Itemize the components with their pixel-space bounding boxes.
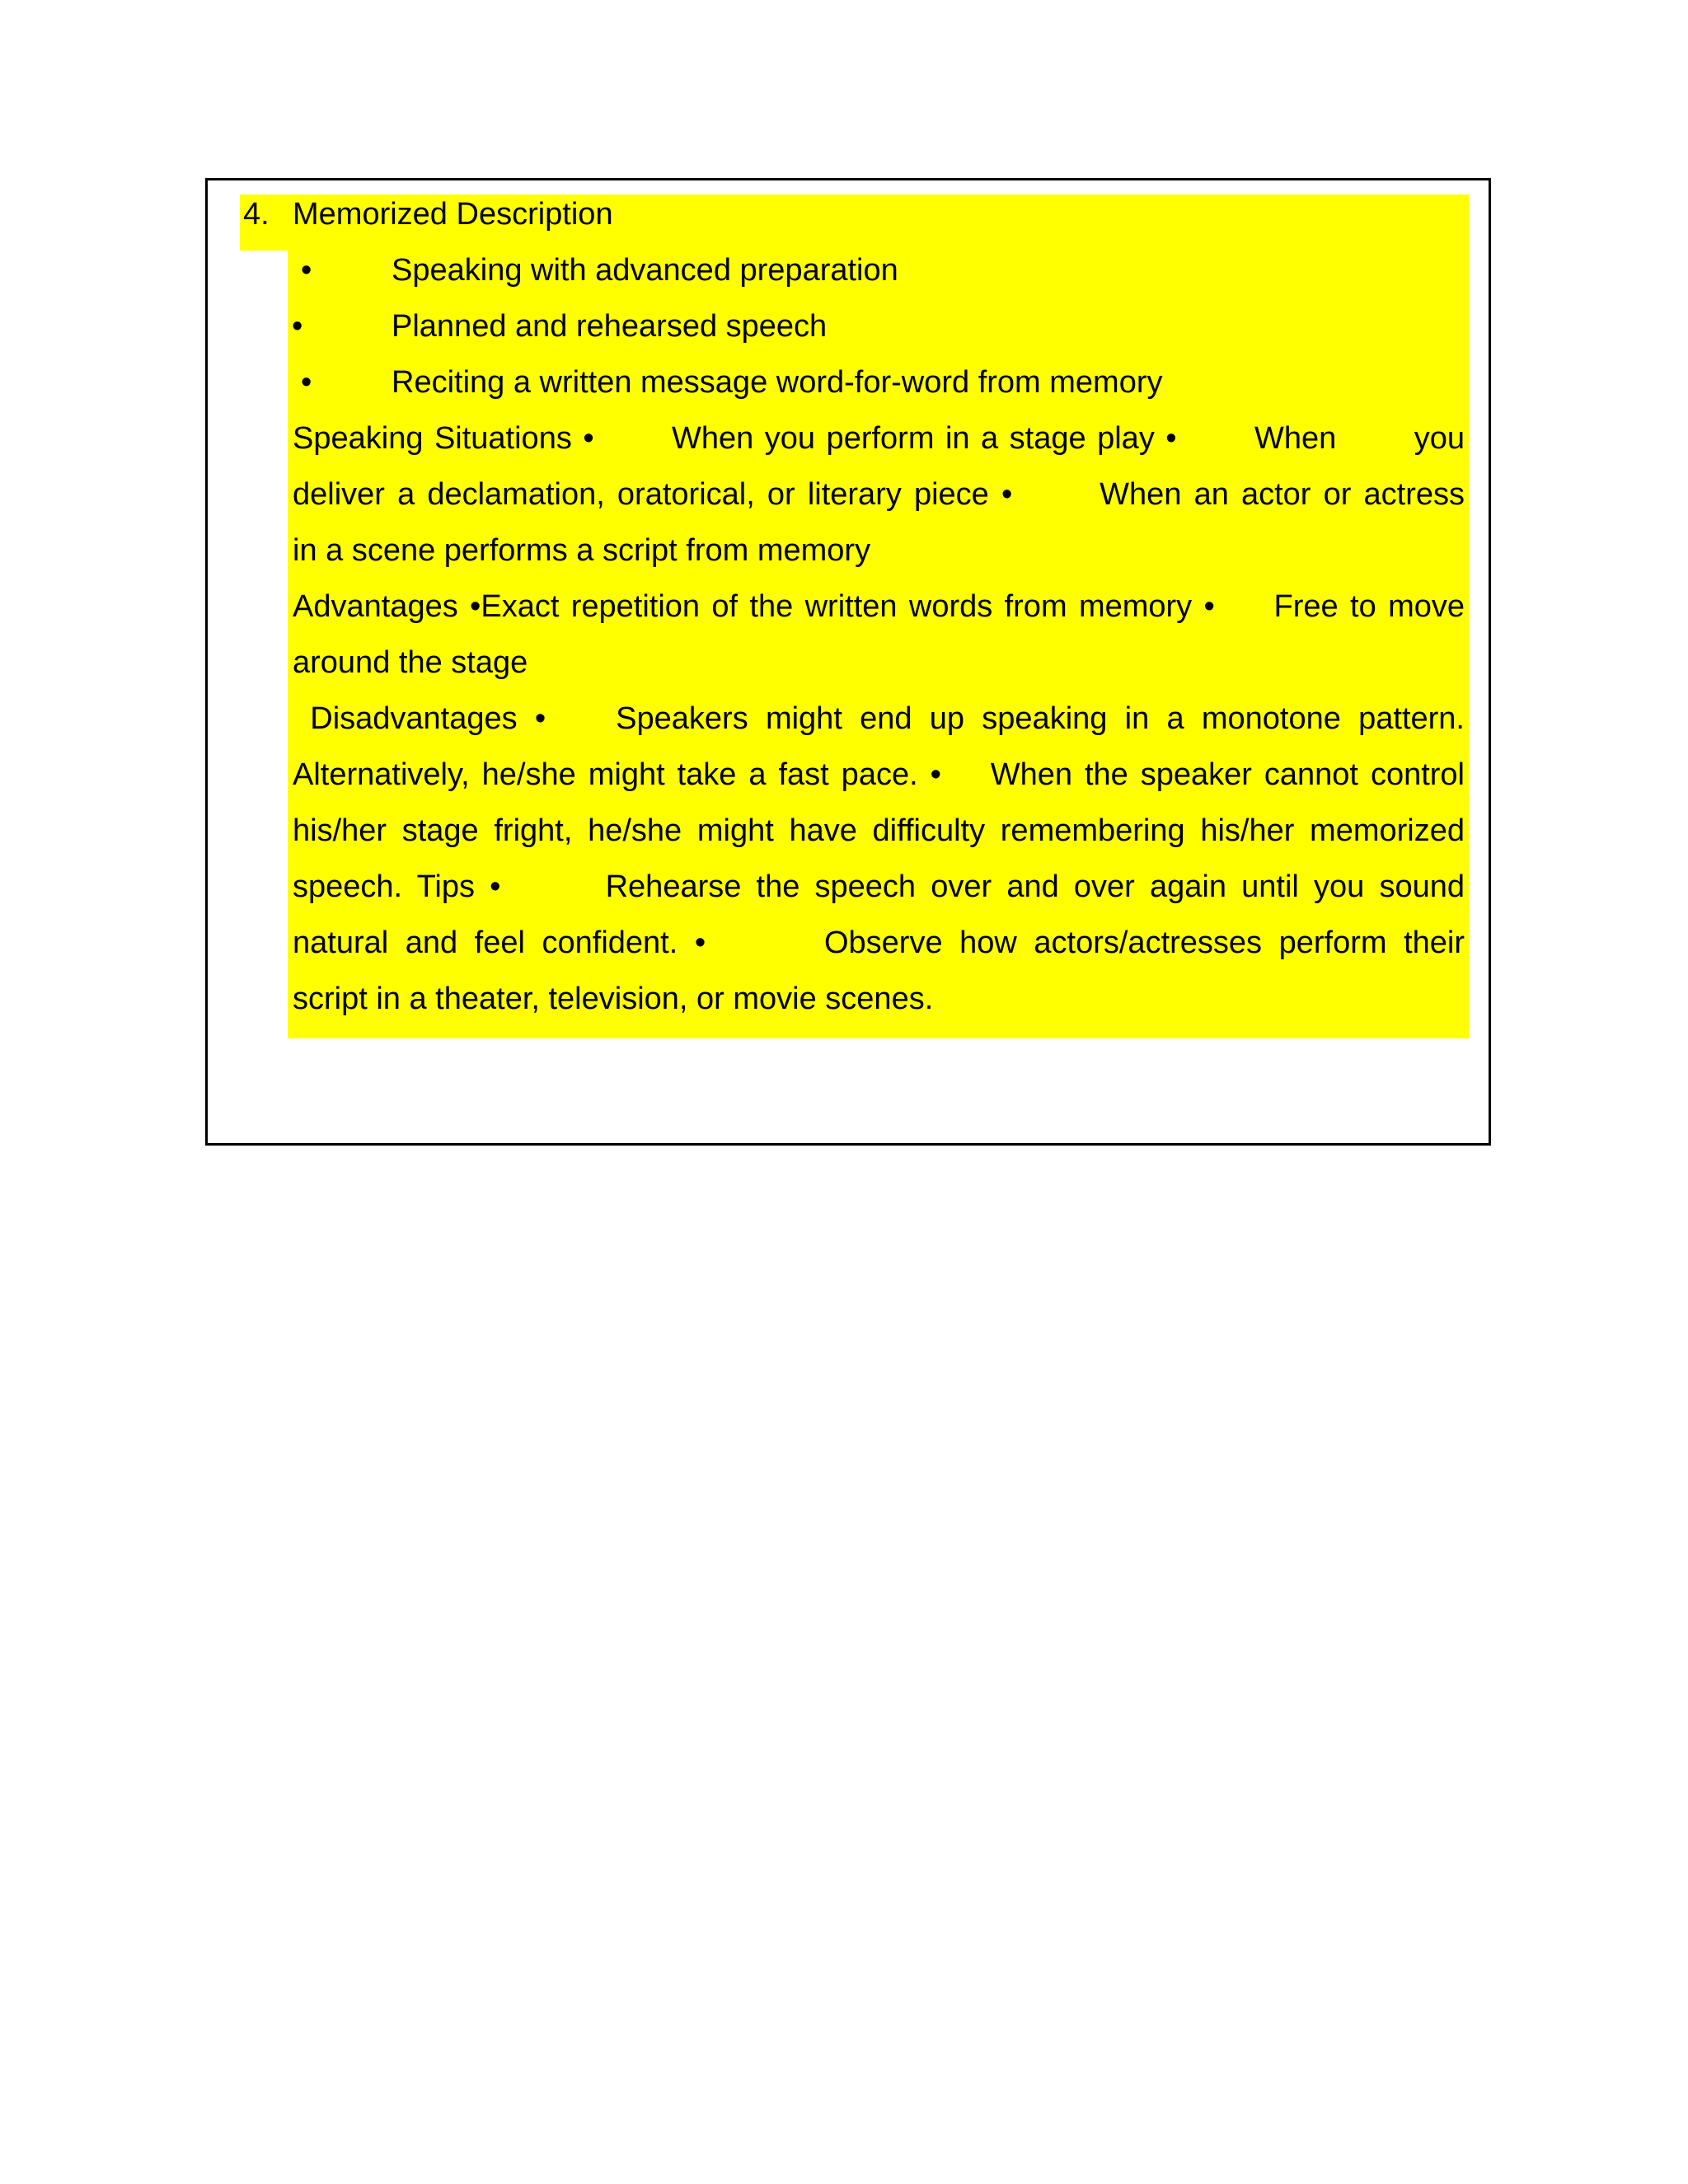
body-line: in a scene performs a script from memory: [293, 533, 871, 568]
body-line: deliver a declamation, oratorical, or literary piece • When an actor or actress: [293, 477, 1465, 512]
section-number: 4.: [243, 197, 270, 232]
body-line: Advantages •Exact repetition of the written words from memory • Free to move: [293, 589, 1465, 624]
body-line: Disadvantages • Speakers might end up speaking in a monotone pattern.: [293, 701, 1465, 736]
section-title: Memorized Description: [293, 197, 613, 232]
body-line: speech. Tips • Rehearse the speech over and over again until you sound: [293, 869, 1465, 904]
body-line: around the stage: [293, 645, 528, 680]
bullet-text-1: Speaking with advanced preparation: [392, 253, 898, 288]
bullet-marker-2: •: [292, 309, 303, 344]
body-line: his/her stage fright, he/she might have difficulty remembering his/her memorized: [293, 813, 1465, 848]
body-line: script in a theater, television, or movie scenes.: [293, 982, 934, 1016]
bullet-text-3: Reciting a written message word-for-word from memory: [392, 365, 1163, 400]
bullet-marker-1: •: [301, 253, 312, 288]
body-line: Speaking Situations • When you perform in a stage play • When you: [293, 421, 1465, 456]
bullet-text-2: Planned and rehearsed speech: [392, 309, 828, 344]
bullet-marker-3: •: [301, 365, 312, 400]
body-line: Alternatively, he/she might take a fast pace. • When the speaker cannot control: [293, 757, 1465, 792]
body-line: natural and feel confident. • Observe how actors/actresses perform their: [293, 926, 1465, 960]
